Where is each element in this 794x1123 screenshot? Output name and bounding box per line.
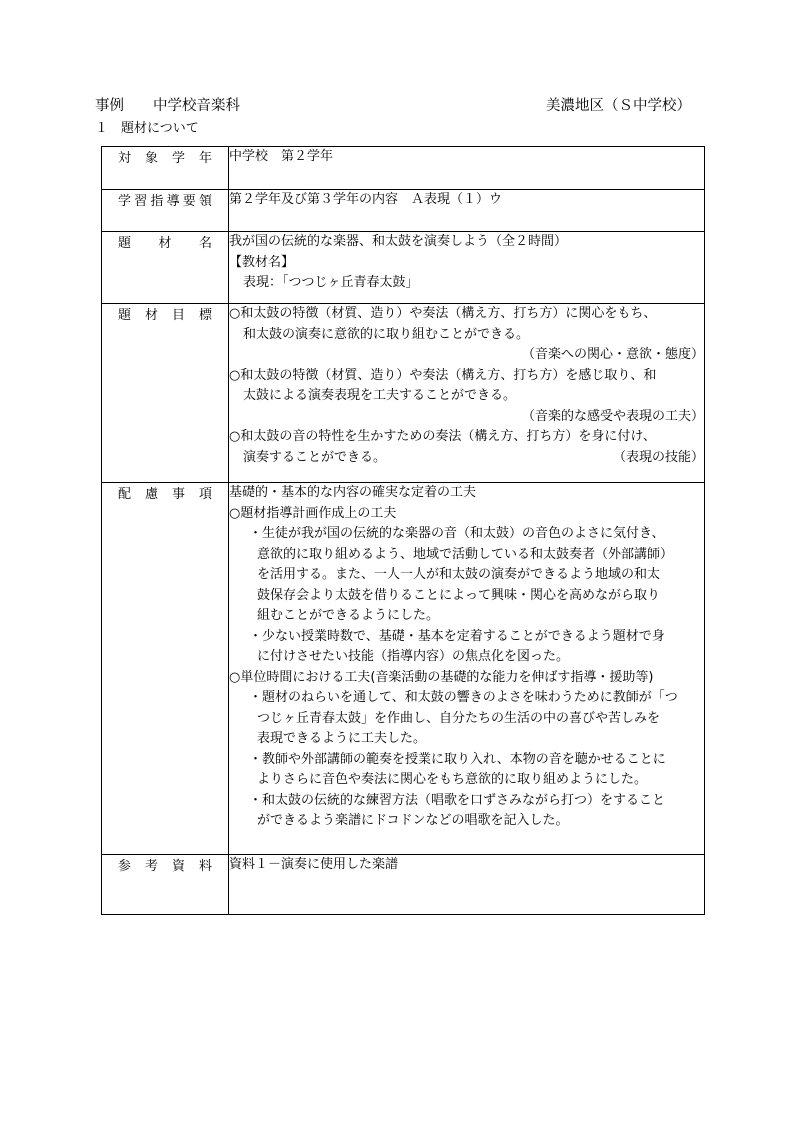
content-line: よりさらに音色や奏法に関心をもち意欲的に取り組めようにした。 bbox=[257, 772, 648, 787]
label-char: 習 bbox=[134, 194, 148, 209]
table-row-grade bbox=[102, 147, 705, 190]
section-heading: １ 題材について bbox=[95, 121, 199, 136]
label-char: 資 bbox=[171, 859, 185, 874]
content-line: ○和太鼓の特徴（材質、造り）や奏法（構え方、打ち方）を感じ取り、和 bbox=[229, 367, 657, 383]
content-line: ・少ない授業時数で、基礎・基本を定着することができるよう題材で身 bbox=[249, 628, 665, 644]
content-line: 基礎的・基本的な内容の確実な定着の工夫 bbox=[229, 485, 477, 500]
content-line: ができるよう楽譜にドコドンなどの唱歌を記入した。 bbox=[257, 813, 569, 828]
school-region: 美濃地区（Ｓ中学校） bbox=[546, 98, 691, 114]
content-line: 表現できるように工夫した。 bbox=[257, 731, 427, 746]
content-line: ○単位時間における工夫(音楽活動の基礎的な能力を伸ばす指導・援助等) bbox=[229, 669, 654, 685]
row-content bbox=[229, 855, 705, 915]
label-char: 参 bbox=[118, 859, 132, 874]
content-line: 組むことができるようにした。 bbox=[257, 608, 440, 623]
label-char: 標 bbox=[198, 308, 212, 323]
label-char: 名 bbox=[198, 236, 212, 251]
content-line: ・題材のねらいを通して、和太鼓の響きのよさを味わうために教師が「つ bbox=[249, 690, 678, 705]
content-line: 演奏することができる。 bbox=[243, 449, 387, 465]
label-char: 材 bbox=[158, 236, 172, 251]
table-row-considerations bbox=[102, 483, 705, 855]
row-content bbox=[229, 147, 705, 190]
label-char: 慮 bbox=[144, 487, 158, 502]
label-char: 材 bbox=[144, 308, 158, 323]
evaluation-criterion: （音楽的な感受や表現の工夫） bbox=[521, 408, 704, 424]
row-content bbox=[229, 190, 705, 232]
row-label bbox=[102, 483, 229, 855]
row-label bbox=[102, 190, 229, 232]
evaluation-criterion: （表現の技能） bbox=[612, 449, 704, 465]
label-char: 学 bbox=[171, 151, 185, 166]
content-line: 資料１－演奏に使用した楽譜 bbox=[229, 857, 399, 872]
table-row-topic-name bbox=[102, 232, 705, 304]
label-char: 項 bbox=[198, 487, 212, 502]
content-line: つじヶ丘青春太鼓」を作曲し、自分たちの生活の中の喜びや苦しみを bbox=[257, 710, 661, 726]
content-line: ○和太鼓の音の特性を生かすための奏法（構え方、打ち方）を身に付け、 bbox=[229, 429, 656, 444]
content-line: 【教材名】 bbox=[229, 254, 295, 270]
row-label bbox=[102, 304, 229, 483]
content-line: ・生徒が我が国の伝統的な楽器の音（和太鼓）の音色のよさに気付き、 bbox=[249, 526, 665, 541]
content-line: 意欲的に取り組めるよう、地域で活動している和太鼓奏者（外部講師） bbox=[257, 546, 674, 562]
label-char: 対 bbox=[118, 151, 132, 166]
label-char: 料 bbox=[198, 859, 212, 874]
label-char: 要 bbox=[182, 194, 196, 209]
evaluation-criterion: （音楽への関心・意欲・態度） bbox=[521, 347, 704, 362]
content-line: に付けさせたい技能（指導内容）の焦点化を図った。 bbox=[257, 649, 570, 664]
label-char: 学 bbox=[118, 194, 132, 209]
label-char: 題 bbox=[118, 308, 132, 323]
content-line: を活用する。また、一人一人が和太鼓の演奏ができるよう地域の和太 bbox=[257, 567, 661, 582]
label-char: 指 bbox=[150, 194, 164, 209]
table-row-references bbox=[102, 855, 705, 915]
row-content bbox=[229, 483, 705, 855]
label-char: 配 bbox=[118, 487, 132, 502]
content-line: ○題材指導計画作成上の工夫 bbox=[229, 505, 397, 521]
document-title: 事例 中学校音楽科 bbox=[95, 98, 240, 114]
label-char: 事 bbox=[171, 487, 185, 502]
label-char: 目 bbox=[171, 308, 185, 323]
label-char: 年 bbox=[198, 151, 212, 166]
row-label bbox=[102, 232, 229, 304]
content-line: ・教師や外部講師の範奏を授業に取り入れ、本物の音を聴かせることに bbox=[249, 751, 666, 767]
content-line: ○和太鼓の特徴（材質、造り）や奏法（構え方、打ち方）に関心をもち、 bbox=[229, 306, 657, 321]
row-content bbox=[229, 304, 705, 483]
label-char: 象 bbox=[144, 151, 158, 166]
row-label bbox=[102, 855, 229, 915]
content-line: ・和太鼓の伝統的な練習方法（唱歌を口ずさみながら打つ）をすること bbox=[249, 792, 666, 808]
label-char: 領 bbox=[198, 194, 212, 209]
content-line: 中学校 第２学年 bbox=[229, 149, 334, 164]
topic-table bbox=[101, 146, 705, 915]
row-content bbox=[229, 232, 705, 304]
content-line: 和太鼓の演奏に意欲的に取り組むことができる。 bbox=[243, 326, 530, 342]
content-line: 我が国の伝統的な楽器、和太鼓を演奏しよう（全２時間） bbox=[229, 234, 568, 249]
table-row-guideline bbox=[102, 190, 705, 232]
label-char: 導 bbox=[166, 194, 180, 209]
content-line-group bbox=[229, 448, 704, 469]
table-row-objectives bbox=[102, 304, 705, 483]
content-line: 第２学年及び第３学年の内容 Ａ表現（１）ウ bbox=[229, 192, 503, 207]
label-char: 考 bbox=[144, 859, 158, 874]
label-char: 題 bbox=[118, 236, 132, 251]
content-line: 鼓保存会より太鼓を借りることによって興味・関心を高めながら取り bbox=[257, 587, 661, 603]
content-line: 表現：｢つつじヶ丘青春太鼓｣ bbox=[243, 275, 413, 290]
row-label bbox=[102, 147, 229, 190]
content-line: 太鼓による演奏表現を工夫することができる。 bbox=[243, 388, 517, 403]
